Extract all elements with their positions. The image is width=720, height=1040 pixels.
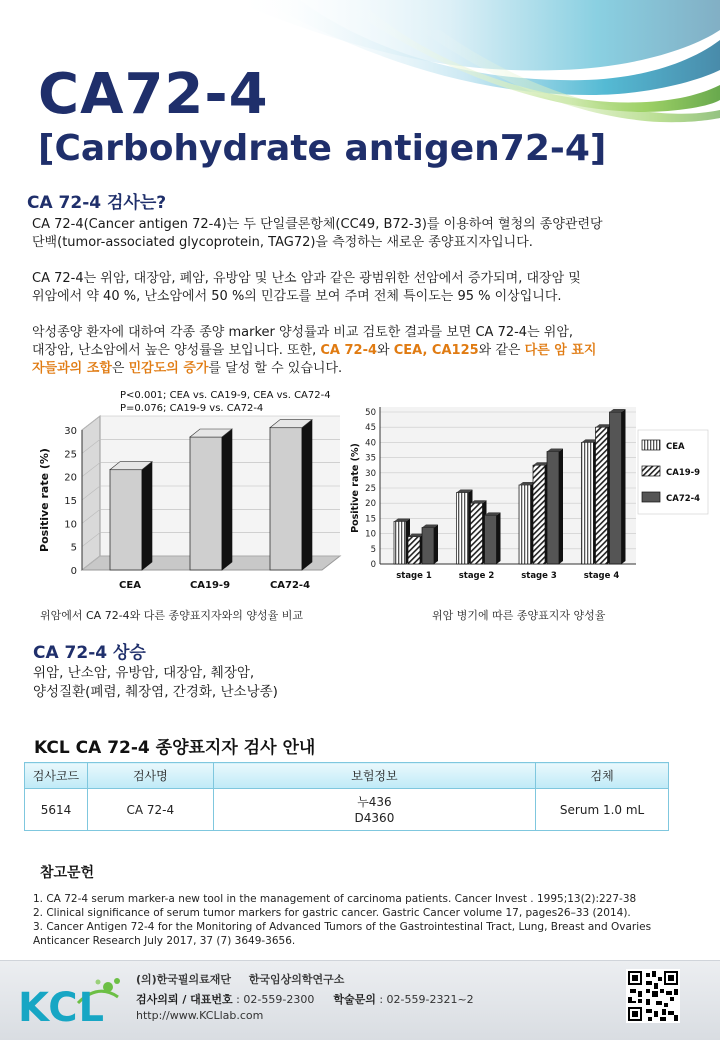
col-header-name: 검사명 bbox=[87, 763, 213, 789]
table-row bbox=[25, 789, 669, 831]
chart1-ytick-label: 5 bbox=[70, 542, 77, 554]
chart1-svg bbox=[30, 385, 350, 595]
chart2-ytick-label: 50 bbox=[365, 408, 376, 418]
about-p1-line2: 단백(tumor-associated glycoprotein, TAG72)을 측정하는 새로운 종양표지자입니다. bbox=[32, 235, 533, 250]
about-paragraphs bbox=[32, 216, 702, 378]
p3-highlight-cea: CEA, CA125 bbox=[393, 343, 479, 358]
page-subtitle: [Carbohydrate antigen72-4] bbox=[38, 128, 607, 169]
chart1-ytick-label: 25 bbox=[64, 449, 77, 461]
qr-code-icon bbox=[626, 969, 680, 1023]
chart2-bar bbox=[457, 493, 469, 564]
footer-url[interactable]: http://www.KCLlab.com bbox=[136, 1009, 264, 1022]
chart2-legend-label: CA72-4 bbox=[666, 494, 701, 504]
chart2-legend-swatch bbox=[642, 492, 660, 502]
chart1-annotation-1: P<0.001; CEA vs. CA19-9, CEA vs. CA72-4 bbox=[120, 390, 331, 401]
chart2-legend-label: CA19-9 bbox=[666, 468, 701, 478]
qr-code-graphic bbox=[626, 969, 680, 1023]
chart2-ylabel: Positive rate (%) bbox=[350, 443, 361, 533]
chart2-bar bbox=[485, 515, 497, 564]
chart2-bar bbox=[408, 537, 420, 564]
chart1-bar-side bbox=[302, 420, 312, 570]
chart2-legend-label: CEA bbox=[666, 442, 685, 452]
table-header-row bbox=[25, 763, 669, 789]
p3-text: 를 달성 할 수 있습니다. bbox=[208, 361, 343, 376]
chart1-bar bbox=[190, 437, 222, 570]
chart2-bar bbox=[471, 503, 483, 564]
reference-2: 2. Clinical significance of serum tumor markers for gastric cancer. Gastric Cancer volume 17, pages26–33 (2014). bbox=[33, 907, 631, 919]
about-p2-line1: CA 72-4는 위암, 대장암, 폐암, 유방암 및 난소 암과 같은 광범위한 선암에서 증가되며, 대장암 및 bbox=[32, 271, 581, 286]
chart2-ytick-label: 40 bbox=[365, 438, 376, 449]
about-heading: CA 72-4 검사는? bbox=[27, 193, 167, 213]
chart2-bar-side bbox=[497, 512, 501, 564]
reference-3-line1: 3. Cancer Antigen 72-4 for the Monitoring of Advanced Tumors of the Gastrointestinal Tract, Lung, Breast and Ovaries bbox=[33, 921, 652, 933]
kcl-table-heading: KCL CA 72-4 종양표지자 검사 안내 bbox=[34, 738, 316, 758]
chart-gastric-comparison bbox=[30, 385, 350, 595]
chart2-bar bbox=[422, 528, 434, 564]
footer bbox=[0, 960, 720, 1040]
about-p2-line2: 위암에서 약 40 %, 난소암에서 50 %의 민감도를 보여 주며 전체 특이도는 95 % 이상입니다. bbox=[32, 289, 562, 304]
about-p3-line3 bbox=[32, 360, 702, 378]
chart1-ytick-label: 10 bbox=[64, 519, 77, 531]
p3-highlight-other: 다른 암 표지 bbox=[524, 343, 597, 358]
chart1-bar bbox=[110, 470, 142, 570]
chart-stage-comparison bbox=[350, 400, 718, 590]
chart2-ytick-label: 35 bbox=[365, 453, 376, 464]
chart1-xtick-label: CEA bbox=[119, 580, 141, 591]
footer-contact bbox=[136, 991, 474, 1007]
footer-orgs bbox=[136, 971, 344, 987]
chart2-legend-swatch bbox=[642, 466, 660, 476]
chart2-legend-swatch bbox=[642, 440, 660, 450]
chart2-bar bbox=[394, 521, 406, 564]
p3-text: 와 bbox=[377, 343, 394, 358]
chart1-ylabel: Positive rate (%) bbox=[38, 448, 51, 552]
chart2-svg bbox=[350, 400, 718, 590]
chart1-bar bbox=[270, 428, 302, 570]
chart2-ytick-label: 10 bbox=[365, 529, 376, 540]
chart2-ytick-label: 30 bbox=[365, 468, 376, 479]
contact-label: 검사의뢰 / 대표번호 bbox=[136, 993, 233, 1006]
chart2-xtick-label: stage 1 bbox=[396, 571, 432, 581]
about-p3-line1: 악성종양 환자에 대하여 각종 종양 marker 양성률과 비교 검토한 결과를 보면 CA 72-4는 위암, bbox=[32, 325, 574, 340]
chart1-caption: 위암에서 CA 72-4와 다른 종양표지자와의 양성율 비교 bbox=[40, 609, 304, 622]
rise-list bbox=[33, 664, 278, 702]
chart2-bar bbox=[596, 427, 608, 564]
page-title: CA72-4 bbox=[38, 62, 269, 127]
references-list bbox=[33, 892, 693, 948]
cell-name: CA 72-4 bbox=[87, 789, 213, 831]
p3-highlight-combo: 자들과의 조합 bbox=[32, 361, 112, 376]
chart2-bar-side bbox=[559, 449, 563, 564]
cell-code: 5614 bbox=[25, 789, 88, 831]
chart2-xtick-label: stage 3 bbox=[521, 571, 557, 581]
chart2-ytick-label: 15 bbox=[365, 514, 376, 525]
chart2-ytick-label: 20 bbox=[365, 499, 376, 510]
insurance-line1: 누436 bbox=[357, 794, 392, 809]
rise-line2: 양성질환(폐렴, 췌장염, 간경화, 난소낭종) bbox=[33, 684, 278, 700]
reference-1: 1. CA 72-4 serum marker-a new tool in the management of carcinoma patients. Cancer Invest . 1995;13(2):227-38 bbox=[33, 893, 637, 905]
footer-org1: (의)한국필의료재단 bbox=[136, 973, 232, 986]
footer-org2: 한국임상의학연구소 bbox=[248, 973, 345, 986]
chart2-ytick-label: 0 bbox=[370, 560, 376, 570]
chart2-bar bbox=[610, 412, 622, 564]
chart1-xtick-label: CA19-9 bbox=[189, 580, 231, 591]
chart2-xtick-label: stage 2 bbox=[458, 571, 495, 581]
insurance-line2: D4360 bbox=[354, 810, 395, 825]
chart2-bar-side bbox=[434, 525, 438, 564]
chart2-ytick-label: 45 bbox=[365, 423, 376, 434]
chart2-ytick-label: 25 bbox=[365, 484, 376, 494]
p3-text: 대장암, 난소암에서 높은 양성률을 보입니다. 또한, bbox=[32, 343, 321, 358]
chart2-bar bbox=[582, 442, 594, 564]
references-heading: 참고문헌 bbox=[40, 865, 95, 881]
about-p1-line1: CA 72-4(Cancer antigen 72-4)는 두 단일클론항체(CC49, B72-3)를 이용하여 혈청의 종양관련당 bbox=[32, 217, 603, 232]
chart2-bar-side bbox=[622, 409, 626, 564]
kcl-test-table bbox=[24, 762, 669, 831]
chart2-bar bbox=[533, 465, 545, 564]
academic-number: : 02-559-2321~2 bbox=[375, 993, 474, 1006]
rise-heading: CA 72-4 상승 bbox=[33, 643, 146, 663]
chart2-ytick-label: 5 bbox=[370, 544, 376, 555]
chart2-caption: 위암 병기에 따른 종양표지자 양성율 bbox=[432, 609, 606, 622]
chart1-ytick-label: 0 bbox=[70, 566, 77, 577]
col-header-code: 검사코드 bbox=[25, 763, 88, 789]
p3-highlight-ca724: CA 72-4 bbox=[320, 343, 378, 358]
contact-number: : 02-559-2300 bbox=[232, 993, 315, 1006]
p3-text: 은 bbox=[111, 361, 129, 376]
chart1-xtick-label: CA72-4 bbox=[269, 580, 311, 591]
col-header-specimen: 검체 bbox=[536, 763, 669, 789]
rise-line1: 위암, 난소암, 유방암, 대장암, 췌장암, bbox=[33, 665, 255, 681]
chart1-ytick-label: 15 bbox=[64, 496, 77, 507]
chart2-bar bbox=[519, 485, 531, 564]
chart1-ytick-label: 20 bbox=[64, 472, 77, 484]
chart1-bar-side bbox=[222, 429, 232, 570]
cell-specimen: Serum 1.0 mL bbox=[536, 789, 669, 831]
chart1-ytick-label: 30 bbox=[64, 426, 77, 437]
kcl-logo bbox=[18, 973, 130, 1029]
academic-label: 학술문의 bbox=[333, 993, 376, 1006]
chart1-bar-side bbox=[142, 462, 152, 570]
about-p3-line2 bbox=[32, 342, 702, 360]
col-header-insurance: 보험정보 bbox=[213, 763, 535, 789]
chart2-bar bbox=[547, 452, 559, 564]
reference-3-line2: Anticancer Research July 2017, 37 (7) 3649-3656. bbox=[33, 935, 296, 947]
cell-insurance bbox=[213, 789, 535, 831]
p3-text: 와 같은 bbox=[478, 343, 525, 358]
kcl-logo-text: KCL bbox=[18, 985, 106, 1031]
chart2-xtick-label: stage 4 bbox=[583, 571, 620, 581]
p3-highlight-sensitivity: 민감도의 증가 bbox=[128, 361, 209, 376]
chart1-annotation-2: P=0.076; CA19-9 vs. CA72-4 bbox=[120, 403, 264, 414]
